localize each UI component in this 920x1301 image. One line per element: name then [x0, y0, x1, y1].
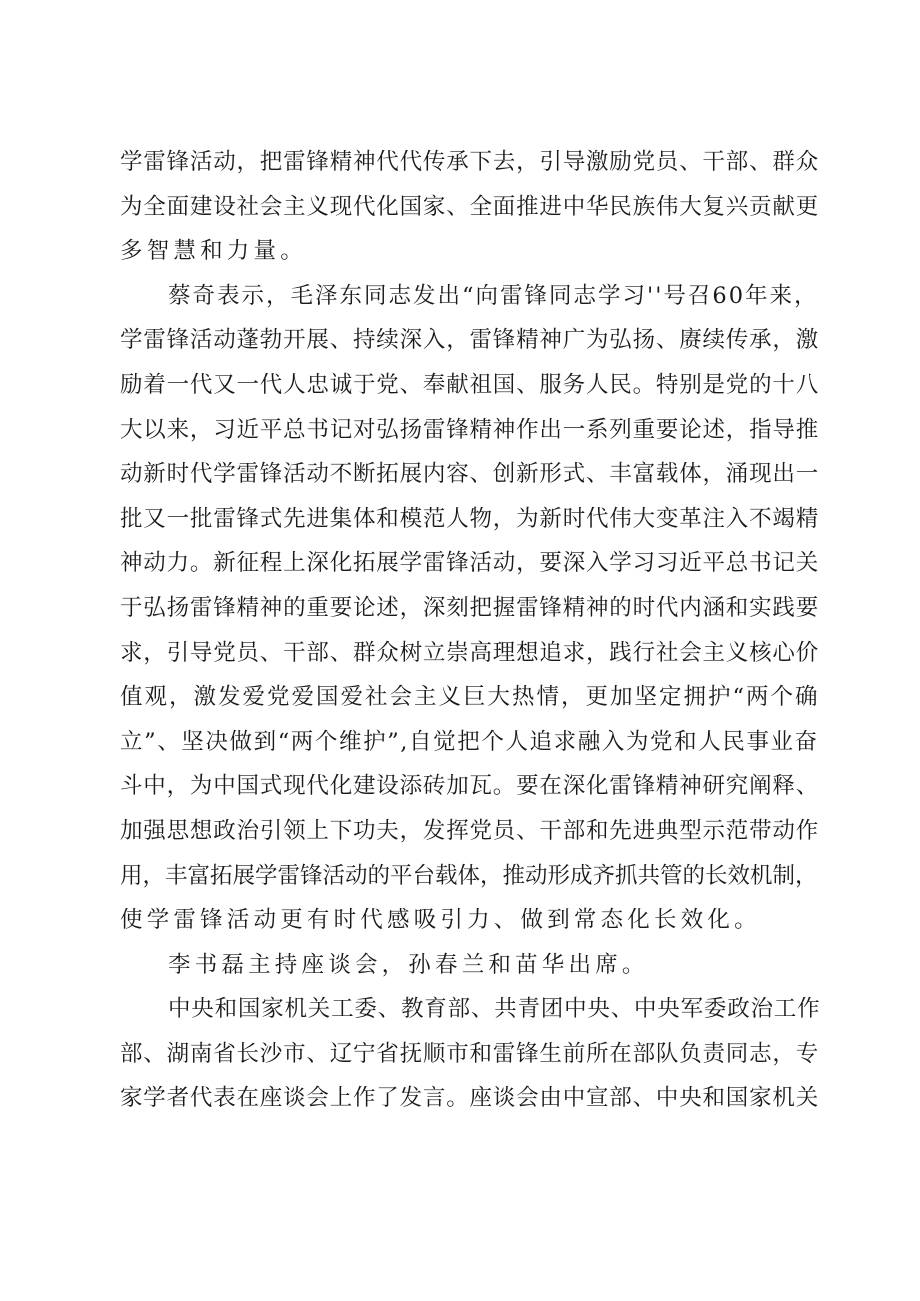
article-body — [120, 140, 820, 1121]
text-line: 用，丰富拓展学雷锋活动的平台载体，推动形成齐抓共管的长效机制， — [120, 862, 818, 889]
text-line: 励着一代又一代人忠诚于党、奉献祖国、服务人民。特别是党的十八 — [120, 371, 820, 398]
text-line: 家学者代表在座谈会上作了发言。座谈会由中宣部、中央和国家机关 — [120, 1085, 820, 1112]
text-line: 于弘扬雷锋精神的重要论述，深刻把握雷锋精神的时代内涵和实践要 — [120, 594, 820, 621]
text-line: 中央和国家机关工委、教育部、共青团中央、中央军委政治工作 — [168, 996, 821, 1023]
text-line: 学雷锋活动蓬勃开展、持续深入，雷锋精神广为弘扬、赓续传承，激 — [120, 327, 820, 354]
text-line: 加强思想政治引领上下功夫，发挥党员、干部和先进典型示范带动作 — [120, 817, 820, 844]
text-line: 蔡奇表示，毛泽东同志发出“向雷锋同志学习''号召60年来， — [168, 282, 819, 309]
text-line: 为全面建设社会主义现代化国家、全面推进中华民族伟大复兴贡献更 — [120, 193, 820, 220]
text-line: 立”、坚决做到“两个维护”,自觉把个人追求融入为党和人民事业奋 — [120, 728, 819, 755]
text-line: 学雷锋活动，把雷锋精神代代传承下去，引导激励党员、干部、群众 — [120, 149, 820, 175]
text-line: 李书磊主持座谈会，孙春兰和苗华出席。 — [168, 951, 649, 978]
text-line: 大以来，习近平总书记对弘扬雷锋精神作出一系列重要论述，指导推 — [120, 416, 820, 443]
text-line: 求，引导党员、干部、群众树立崇高理想追求，践行社会主义核心价 — [120, 639, 820, 666]
text-line: 部、湖南省长沙市、辽宁省抚顺市和雷锋生前所在部队负责同志，专 — [120, 1040, 820, 1067]
text-line: 值观，激发爱党爱国爱社会主义巨大热情，更加坚定拥护“两个确 — [120, 684, 820, 711]
text-line: 动新时代学雷锋活动不断拓展内容、创新形式、丰富载体，涌现出一 — [120, 461, 820, 488]
text-line: 神动力。新征程上深化拓展学雷锋活动，要深入学习习近平总书记关 — [120, 550, 820, 577]
text-line: 批又一批雷锋式先进集体和模范人物，为新时代伟大变革注入不竭精 — [120, 505, 820, 532]
text-line: 多智慧和力量。 — [120, 238, 307, 265]
text-line: 斗中，为中国式现代化建设添砖加瓦。要在深化雷锋精神研究阐释、 — [120, 773, 820, 800]
text-line: 使学雷锋活动更有时代感吸引力、做到常态化长效化。 — [120, 907, 761, 934]
